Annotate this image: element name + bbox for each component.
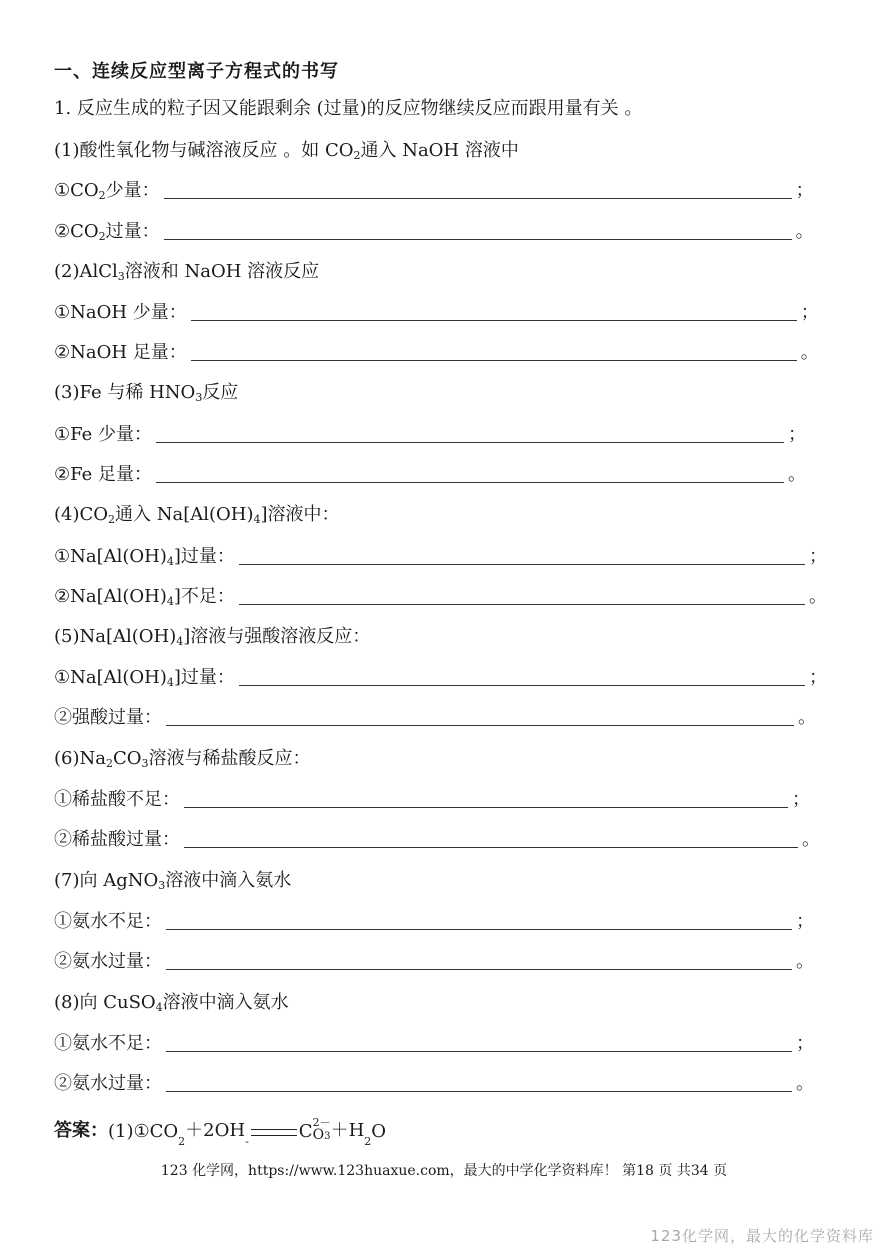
answer-tail: O <box>371 1121 387 1142</box>
section3-title-sub: 3 <box>195 391 203 404</box>
section2-title-sub: 3 <box>117 270 125 283</box>
section3-title <box>54 376 238 404</box>
period: 。 <box>795 221 814 242</box>
section4-item-b <box>54 580 827 608</box>
section4-a-label: ①Na[Al(OH) <box>54 546 167 567</box>
section5-a-sub: 4 <box>166 676 174 689</box>
section4-title <box>54 498 340 526</box>
semicolon: ； <box>792 789 810 810</box>
section4-title-a: (4)CO <box>54 504 109 525</box>
period: 。 <box>798 707 816 728</box>
section2-title-a: (2)AlCl <box>54 261 118 282</box>
answer-sub3: 3 <box>324 1131 331 1142</box>
semicolon: ； <box>796 1033 814 1054</box>
section6-b-label: ②稀盐酸过量： <box>54 829 180 850</box>
answer-blank[interactable] <box>239 667 805 686</box>
section1-title-b: 通入 NaOH 溶液中 <box>360 140 519 161</box>
answer-blank[interactable] <box>156 424 784 443</box>
answer-blank[interactable] <box>191 302 797 321</box>
answer-blank[interactable] <box>156 464 784 483</box>
semicolon: ； <box>800 302 819 323</box>
section7-item-a <box>54 905 814 933</box>
watermark: 123化学网，最大的化学资料库 <box>650 1227 874 1245</box>
answer-blank[interactable] <box>164 180 792 199</box>
answer-line: 答案： (1)①CO 2 ＋2OH - C 2－ O3 ＋H 2 O <box>54 1116 387 1148</box>
section3-a-label: ①Fe 少量： <box>54 424 153 445</box>
section8-a-label: ①氨水不足： <box>54 1033 162 1054</box>
section3-title-b: 反应 <box>202 382 239 403</box>
section2-item-b <box>54 336 819 364</box>
section4-a-sub: 4 <box>166 555 174 568</box>
semicolon: ； <box>808 667 827 688</box>
section1-a-sub: 2 <box>98 189 106 202</box>
section1-item-b <box>54 215 814 243</box>
answer-product: C <box>298 1121 313 1142</box>
section6-title-sub2: 3 <box>141 757 149 770</box>
section6-title-c: 溶液与稀盐酸反应： <box>148 748 311 769</box>
section-heading: 一、连续反应型离子方程式的书写 <box>54 61 339 82</box>
section7-b-label: ②氨水过量： <box>54 951 162 972</box>
section4-b-label: ②Na[Al(OH) <box>54 586 167 607</box>
section8-title-sub: 4 <box>155 1001 163 1014</box>
section1-b-suffix: 过量： <box>105 221 160 242</box>
section6-title-a: (6)Na <box>54 748 106 769</box>
answer-blank[interactable] <box>166 707 794 726</box>
section8-title-a: (8)向 CuSO <box>54 992 156 1013</box>
section3-title-a: (3)Fe 与稀 HNO <box>54 382 196 403</box>
section5-item-b <box>54 701 816 729</box>
intro-text: 1. 反应生成的粒子因又能跟剩余 (过量)的反应物继续反应而跟用量有关 。 <box>54 98 643 119</box>
section4-title-sub2: 4 <box>253 513 261 526</box>
answer-blank[interactable] <box>239 586 805 605</box>
section5-a-label: ①Na[Al(OH) <box>54 667 167 688</box>
section1-title <box>54 134 519 162</box>
answer-blank[interactable] <box>164 221 792 240</box>
section5-a-suffix: ]过量： <box>173 667 235 688</box>
page-footer: 123 化学网，https://www.123huaxue.com，最大的中学化学资料库！ 第18 页 共34 页 <box>160 1163 728 1179</box>
section6-title-b: CO <box>112 748 142 769</box>
section8-title <box>54 986 289 1014</box>
section8-title-b: 溶液中滴入氨水 <box>162 992 289 1013</box>
equals-sign <box>251 1129 297 1136</box>
answer-blank[interactable] <box>184 829 798 848</box>
section6-item-a <box>54 783 810 811</box>
answer-sup2: 2－ <box>312 1116 331 1129</box>
semicolon: ； <box>788 424 807 445</box>
answer-o3: O <box>312 1127 325 1143</box>
section2-title-b: 溶液和 NaOH 溶液反应 <box>124 261 320 282</box>
section4-title-sub1: 2 <box>108 513 116 526</box>
section6-a-label: ①稀盐酸不足： <box>54 789 180 810</box>
section7-item-b <box>54 945 814 973</box>
semicolon: ； <box>808 546 827 567</box>
answer-blank[interactable] <box>184 789 788 808</box>
answer-plus1: ＋2OH <box>185 1120 246 1141</box>
intro-line <box>54 92 642 120</box>
semicolon: ； <box>795 180 814 201</box>
section6-title-sub1: 2 <box>105 757 113 770</box>
answer-blank[interactable] <box>191 342 797 361</box>
period: 。 <box>788 464 807 485</box>
section4-b-sub: 4 <box>166 595 174 608</box>
section7-title-a: (7)向 AgNO <box>54 870 159 891</box>
answer-label: 答案： <box>54 1120 108 1141</box>
section8-b-label: ②氨水过量： <box>54 1073 162 1094</box>
section5-title-sub: 4 <box>176 635 184 648</box>
semicolon: ； <box>796 911 814 932</box>
period: 。 <box>800 342 819 363</box>
period: 。 <box>796 951 814 972</box>
answer-plus2: ＋H <box>330 1120 365 1141</box>
section4-b-suffix: ]不足： <box>173 586 235 607</box>
section1-a-suffix: 少量： <box>105 180 160 201</box>
period: 。 <box>802 829 820 850</box>
section2-item-a <box>54 296 819 324</box>
section2-b-label: ②NaOH 足量： <box>54 342 187 363</box>
section4-item-a <box>54 540 827 568</box>
section1-title-a: (1)酸性氧化物与碱溶液反应 。如 CO <box>54 140 354 161</box>
section5-item-a <box>54 661 827 689</box>
section2-a-label: ①NaOH 少量： <box>54 302 187 323</box>
section5-b-label: ②强酸过量： <box>54 707 162 728</box>
section4-title-b: 通入 Na[Al(OH) <box>115 504 254 525</box>
section3-b-label: ②Fe 足量： <box>54 464 153 485</box>
section1-b-sub: 2 <box>98 230 106 243</box>
section1-b-label: ②CO <box>54 221 99 242</box>
section6-item-b <box>54 823 820 851</box>
section3-item-a <box>54 418 806 446</box>
section5-title-b: ]溶液与强酸溶液反应： <box>183 626 371 647</box>
section3-item-b <box>54 458 806 486</box>
section6-title <box>54 742 311 770</box>
section4-a-suffix: ]过量： <box>173 546 235 567</box>
section8-item-a <box>54 1027 814 1055</box>
section7-title-sub: 3 <box>158 879 166 892</box>
section7-title-b: 溶液中滴入氨水 <box>165 870 292 891</box>
section4-title-c: ]溶液中： <box>260 504 340 525</box>
period: 。 <box>796 1073 814 1094</box>
section8-item-b <box>54 1067 814 1095</box>
answer-blank[interactable] <box>166 951 792 970</box>
section5-title <box>54 620 370 648</box>
answer-blank[interactable] <box>166 911 792 930</box>
answer-blank[interactable] <box>166 1033 792 1052</box>
section2-title <box>54 255 319 283</box>
section1-item-a <box>54 174 814 202</box>
answer-prefix: (1)①CO <box>108 1121 179 1142</box>
section1-a-label: ①CO <box>54 180 99 201</box>
section7-title <box>54 864 291 892</box>
answer-blank[interactable] <box>166 1073 792 1092</box>
period: 。 <box>808 586 827 607</box>
section7-a-label: ①氨水不足： <box>54 911 162 932</box>
answer-blank[interactable] <box>239 546 805 565</box>
section1-title-sub: 2 <box>353 149 361 162</box>
section5-title-a: (5)Na[Al(OH) <box>54 626 177 647</box>
